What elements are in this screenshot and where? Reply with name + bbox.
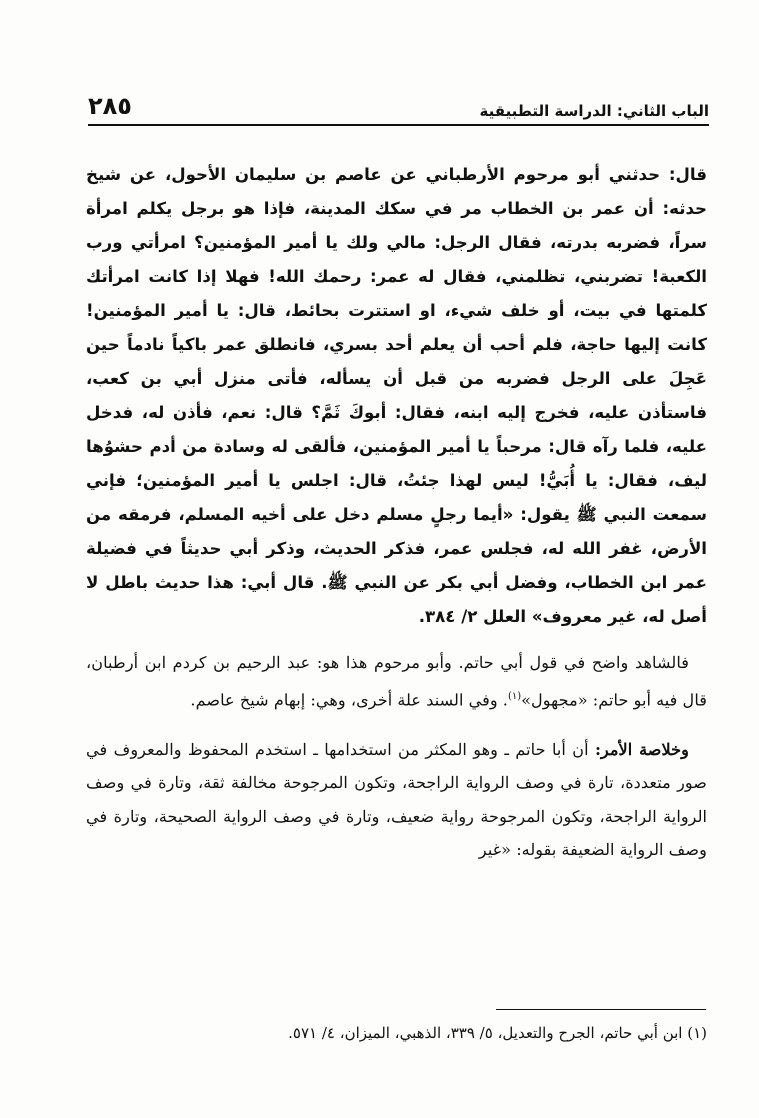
page-header	[88, 80, 709, 126]
summary-text: أن أبا حاتم ـ وهو المكثر من استخدامها ـ استخدم المحفوظ والمعروف في صور متعددة، تارة في وصف الرواية الراجحة، وتكون المرجوحة مخالفة ثقة، وتارة في وصف الرواية الراجحة، وتكون المرجوحة رواية ضعيف، وتارة في وصف الرواية الصحيحة، وتارة في وصف الرواية الضعيفة بقوله: «غير	[86, 739, 707, 860]
running-title: الباب الثاني: الدراسة التطبيقية	[479, 102, 709, 120]
footnote-ref: (١)	[507, 690, 522, 702]
quoted-narration: قال: حدثني أبو مرحوم الأرطباني عن عاصم بن سليمان الأحول، عن شيخ حدثه: أن عمر بن الخطاب مر في سكك المدينة، فإذا هو برجل يكلم امرأة سراً، فضربه بدرته، فقال الرجل: مالي ولك يا أمير المؤمنين؟ امرأتي ورب الكعبة! تضربني، تظلمني، فقال له عمر: رحمك الله! فهلا إذا كانت امرأتك كلمتها في بيت، أو خلف شيء، او استترت بحائط، قال: يا أمير المؤمنين! كانت إليها حاجة، فلم أحب أن يعلم أحد بسري، فانطلق عمر باكياً نادماً حين عَجِلَ على الرجل فضربه من قبل أن يسأله، فأتى منزل أبي بن كعب، فاستأذن عليه، فخرج إليه ابنه، فقال: أبوكَ ثَمَّ؟ قال: نعم، فأذن له، فدخل عليه، فلما رآه قال: مرحباً يا أمير المؤمنين، فألقى له وسادة من أدم حشوُها ليف، فقال: يا أُبَيُّ! ليس لهذا جئتُ، قال: اجلس يا أمير المؤمنين؛ فإني سمعت النبي ﷺ يقول: «أيما رجلٍ مسلم دخل على أخيه المسلم، فرمقه من الأرض، غفر الله له، فجلس عمر، فذكر الحديث، وذكر أبي حديثاً في فضيلة عمر ابن الخطاب، وفضل أبي بكر عن النبي ﷺ. قال أبي: هذا حديث باطل لا أصل له، غير معروف» العلل ٢/ ٣٨٤.	[86, 165, 707, 626]
footnote: (١) ابن أبي حاتم، الجرح والتعديل، ٥/ ٣٣٩، الذهبي، الميزان، ٤/ ٥٧١.	[288, 1024, 707, 1042]
main-text	[86, 158, 707, 867]
commentary-end: . وفي السند علة أخرى، وهي: إبهام شيخ عاصم.	[190, 689, 508, 709]
page-number: ٢٨٥	[88, 92, 132, 120]
summary-lead: وخلاصة الأمر:	[594, 739, 689, 759]
footnote-divider	[496, 1009, 706, 1010]
commentary-text: فالشاهد واضح في قول أبي حاتم. وأبو مرحوم هذا هو: عبد الرحيم بن كردم ابن أرطبان، قال فيه أبو حاتم: «مجهول»	[86, 653, 707, 709]
paragraph-summary	[86, 733, 707, 867]
paragraph-commentary	[86, 646, 707, 717]
